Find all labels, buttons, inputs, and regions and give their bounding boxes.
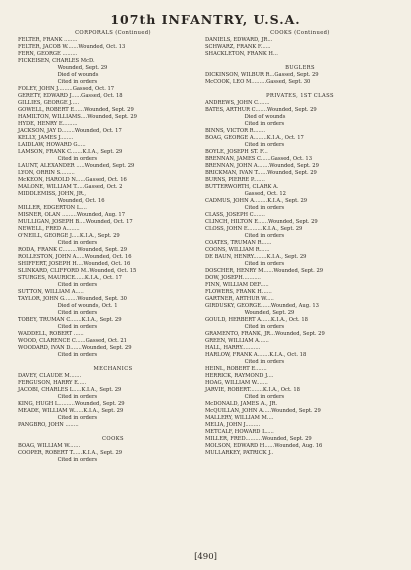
roster-line: BRENNAN, JOHN A.......Wounded, Sept. 29 (205, 163, 319, 169)
roster-line: HERRICK, RAYMOND J.... (205, 373, 274, 379)
roster-line (18, 429, 208, 436)
roster-line: Gassed, Oct. 12 (205, 191, 286, 197)
roster-line: Cited in orders (18, 282, 98, 288)
roster-line: FLOWERS, FRANK H...... (205, 289, 272, 295)
roster-line: BINNS, VICTOR R....... (205, 128, 266, 134)
roster-line: Cited in orders (205, 324, 285, 330)
roster-line: BURNS, PIERRE P....... (205, 177, 265, 183)
right-column (205, 30, 395, 457)
roster-line: HALL, HARRY........... (205, 345, 261, 351)
roster-line: ANDREWS, JOHN C....... (205, 100, 270, 106)
roster-line: Cited in orders (18, 457, 98, 463)
roster-line: O'NEILL, GEORGE J.....K.I.A., Sept. 29 (18, 233, 120, 239)
roster-line: Cited in orders (205, 121, 285, 127)
roster-line: MULLIGAN, JOSEPH B....Wounded, Oct. 17 (18, 219, 133, 225)
roster-line: Died of wounds (205, 114, 286, 120)
section-heading: COOKS (Continued) (270, 30, 330, 36)
roster-line: WOOD, CLARENCE C......Gassed, Oct. 21 (18, 338, 127, 344)
roster-line: COOPER, ROBERT T......K.I.A., Sept. 29 (18, 450, 123, 456)
roster-line: McKEON, HAROLD N......Gassed, Oct. 16 (18, 177, 127, 183)
roster-line: TOBEY, TRUMAN C.......K.I.A., Sept. 29 (18, 317, 122, 323)
roster-line: BATES, ARTHUR C.......Wounded, Sept. 29 (205, 107, 317, 113)
roster-line: HARLOW, FRANK A.......K.I.A., Oct. 18 (205, 352, 307, 358)
roster-line: Cited in orders (205, 359, 285, 365)
roster-line: MIDDLEMISS, JOHN, JR., (18, 191, 87, 197)
roster-line: FERN, GEORGE ......... (18, 51, 78, 57)
roster-line: DAVEY, CLAUDE M....... (18, 373, 82, 379)
roster-line: COATES, TRUMAN R...... (205, 240, 272, 246)
roster-line: Cited in orders (18, 240, 98, 246)
roster-line: BOAG, WILLIAM W....... (18, 443, 81, 449)
roster-line: GILLIES, GEORGE J..... (18, 100, 80, 106)
roster-line: HAMILTON, WILLIAMS....Wounded, Sept. 29 (18, 114, 137, 120)
roster-line: FELTER, JACOB W.......Wounded, Oct. 13 (18, 44, 126, 50)
roster-line: MILLER, EDGERTON L.... (18, 205, 87, 211)
roster-line: MILLER, FRED..........Wounded, Sept. 29 (205, 436, 312, 442)
roster-line: SHACKLETON, FRANK H... (205, 51, 278, 57)
roster-line: FELTER, FRANK ........ (18, 37, 78, 43)
section-heading: MECHANICS (93, 366, 133, 372)
roster-line: Cited in orders (18, 415, 98, 421)
roster-line: GERETY, EDWARD J......Gassed, Oct. 18 (18, 93, 123, 99)
roster-line: FERGUSON, HARRY E..... (18, 380, 87, 386)
roster-line: JACOBI, CHARLES L.....K.I.A., Sept. 29 (18, 387, 122, 393)
roster-line: PANGBRO, JOHN ........ (18, 422, 79, 428)
roster-line: BUTTERWORTH, CLARK A. (205, 184, 279, 190)
roster-line: MOLSON, EDWARD H......Wounded, Aug. 16 (205, 443, 323, 449)
roster-line: Cited in orders (18, 310, 98, 316)
roster-line: Cited in orders (18, 156, 98, 162)
roster-line: CLINCH, HILTON E......Wounded, Sept. 29 (205, 219, 318, 225)
roster-line: ROLLESTON, JOHN A.....Wounded, Oct. 16 (18, 254, 132, 260)
roster-line: GOWELL, ROBERT E......Wounded, Sept. 29 (18, 107, 134, 113)
page-number: [490] (194, 552, 217, 562)
roster-line: McDONALD, JAMES A., JR. (205, 401, 278, 407)
roster-line: GREEN, WILLIAM A...... (205, 338, 269, 344)
roster-line: KELLY, JAMES J........ (18, 135, 74, 141)
roster-line: LAUNT, ALEXANDER .....Wounded, Sept. 29 (18, 163, 135, 169)
roster-line: STURGES, MAURICE......K.I.A., Oct. 17 (18, 275, 122, 281)
roster-line: Died of wounds (18, 72, 99, 78)
roster-line: GARTNER, ARTHUR W..... (205, 296, 274, 302)
roster-line: Wounded, Sept. 29 (18, 65, 108, 71)
roster-line: NEWELL, FRED A........ (18, 226, 80, 232)
roster-line: WOODARD, IVAN D.......Wounded, Sept. 29 (18, 345, 132, 351)
roster-line: DOSCHER, HENRY M......Wounded, Sept. 29 (205, 268, 324, 274)
roster-line: Cited in orders (205, 205, 285, 211)
roster-line: CLOSS, JOHN E.........K.I.A., Sept. 29 (205, 226, 303, 232)
roster-line: Cited in orders (205, 233, 285, 239)
roster-line: LAMSON, FRANK C.......K.I.A., Sept. 29 (18, 149, 123, 155)
roster-line: Cited in orders (18, 79, 98, 85)
roster-line: BRICKMAN, IVAN T......Wounded, Sept. 29 (205, 170, 317, 176)
roster-line: GOULD, HERBERT A......K.I.A., Oct. 18 (205, 317, 308, 323)
roster-line: SHIFFERT, JOSEPH H....Wounded, Oct. 16 (18, 261, 131, 267)
roster-line: BRENNAN, JAMES C......Gassed, Oct. 13 (205, 156, 313, 162)
roster-line: Cited in orders (205, 142, 285, 148)
roster-line: SUTTON, WILLIAM A..... (18, 289, 84, 295)
roster-line: DE BAUN, HENRY........K.I.A., Sept. 29 (205, 254, 307, 260)
roster-line (205, 58, 395, 65)
roster-line: MALLERY, WILLIAM M.... (205, 415, 274, 421)
roster-line: McCOOK, LEO M.........Gassed, Sept. 30 (205, 79, 311, 85)
roster-line: SLINKARD, CLIFFORD M..Wounded, Oct. 15 (18, 268, 137, 274)
roster-line: RODA, FRANK C.........Wounded, Sept. 29 (18, 247, 128, 253)
roster-line (205, 86, 395, 93)
roster-line: Cited in orders (18, 394, 98, 400)
roster-line: JARVIE, ROBERT........K.I.A., Oct. 18 (205, 387, 300, 393)
roster-line: Wounded, Oct. 16 (18, 198, 105, 204)
roster-line: Cited in orders (18, 324, 98, 330)
roster-line (18, 359, 208, 366)
roster-line: Cited in orders (18, 352, 98, 358)
roster-line: HOAG, WILLIAM W....... (205, 380, 268, 386)
roster-line: COONS, WILLIAM R...... (205, 247, 270, 253)
roster-line: GRAMENTO, FRANK, JR...Wounded, Sept. 29 (205, 331, 325, 337)
roster-line: LYON, ORRIN S......... (18, 170, 75, 176)
section-heading: BUGLERS (285, 65, 315, 71)
section-heading: COOKS (102, 436, 124, 442)
page-header: 107th INFANTRY, U.S.A. (110, 12, 301, 27)
roster-line: MALONE, WILLIAM T.....Gassed, Oct. 2 (18, 184, 123, 190)
roster-line: SCHWARZ, FRANK F...... (205, 44, 271, 50)
roster-line: DOW, JOSEPH........... (205, 275, 261, 281)
roster-line: DANIELS, EDWARD, JR... (205, 37, 273, 43)
roster-line: KING, HUGH L..........Wounded, Sept. 29 (18, 401, 125, 407)
roster-line: DICKINSON, WILBUR R...Gassed, Sept. 29 (205, 72, 319, 78)
roster-line: FICKEISEN, CHARLES McD. (18, 58, 95, 64)
roster-line: MISNER, OLAN .........Wounded, Aug. 17 (18, 212, 126, 218)
roster-line: MULLARKEY, PATRICK J.. (205, 450, 274, 456)
roster-line: WADDELL, ROBERT ...... (18, 331, 84, 337)
roster-line: Cited in orders (205, 394, 285, 400)
roster-line: Cited in orders (205, 261, 285, 267)
roster-line: JACKSON, JAY D........Wounded, Oct. 17 (18, 128, 122, 134)
roster-line: McQUILLAN, JOHN A.....Wounded, Sept. 29 (205, 408, 321, 414)
roster-line: CADMUS, JOHN A........K.I.A., Sept. 29 (205, 198, 308, 204)
roster-line: BOYLE, JOSEPH ST. F... (205, 149, 268, 155)
roster-line: MEADE, WILLIAM W......K.I.A., Sept. 29 (18, 408, 124, 414)
section-heading: CORPORALS (Continued) (75, 30, 151, 36)
roster-line: FOLEY, JOHN J.........Gassed, Oct. 17 (18, 86, 115, 92)
roster-line: FINN, WILLIAM DEF..... (205, 282, 269, 288)
roster-line: HEINL, ROBERT E....... (205, 366, 267, 372)
roster-line: HYDE, HENRY E......... (18, 121, 78, 127)
roster-line: LAIDLAW, HOWARD G..... (18, 142, 86, 148)
left-column (18, 30, 208, 464)
section-heading: PRIVATES, 1ST CLASS (266, 93, 334, 99)
roster-line: TAYLOR, JOHN G........Wounded, Sept. 30 (18, 296, 127, 302)
roster-line: GIRDUSKY, GEORGE......Wounded, Aug. 13 (205, 303, 319, 309)
roster-line: METCALF, HOWARD L..... (205, 429, 274, 435)
roster-line: Wounded, Sept. 29 (205, 310, 295, 316)
roster-line: CLASS, JOSEPH C....... (205, 212, 265, 218)
roster-line: BOAG, GEORGE A........K.I.A., Oct. 17 (205, 135, 304, 141)
roster-line: Died of wounds, Oct. 1 (18, 303, 118, 309)
roster-line: MELIA, JOHN J......... (205, 422, 261, 428)
